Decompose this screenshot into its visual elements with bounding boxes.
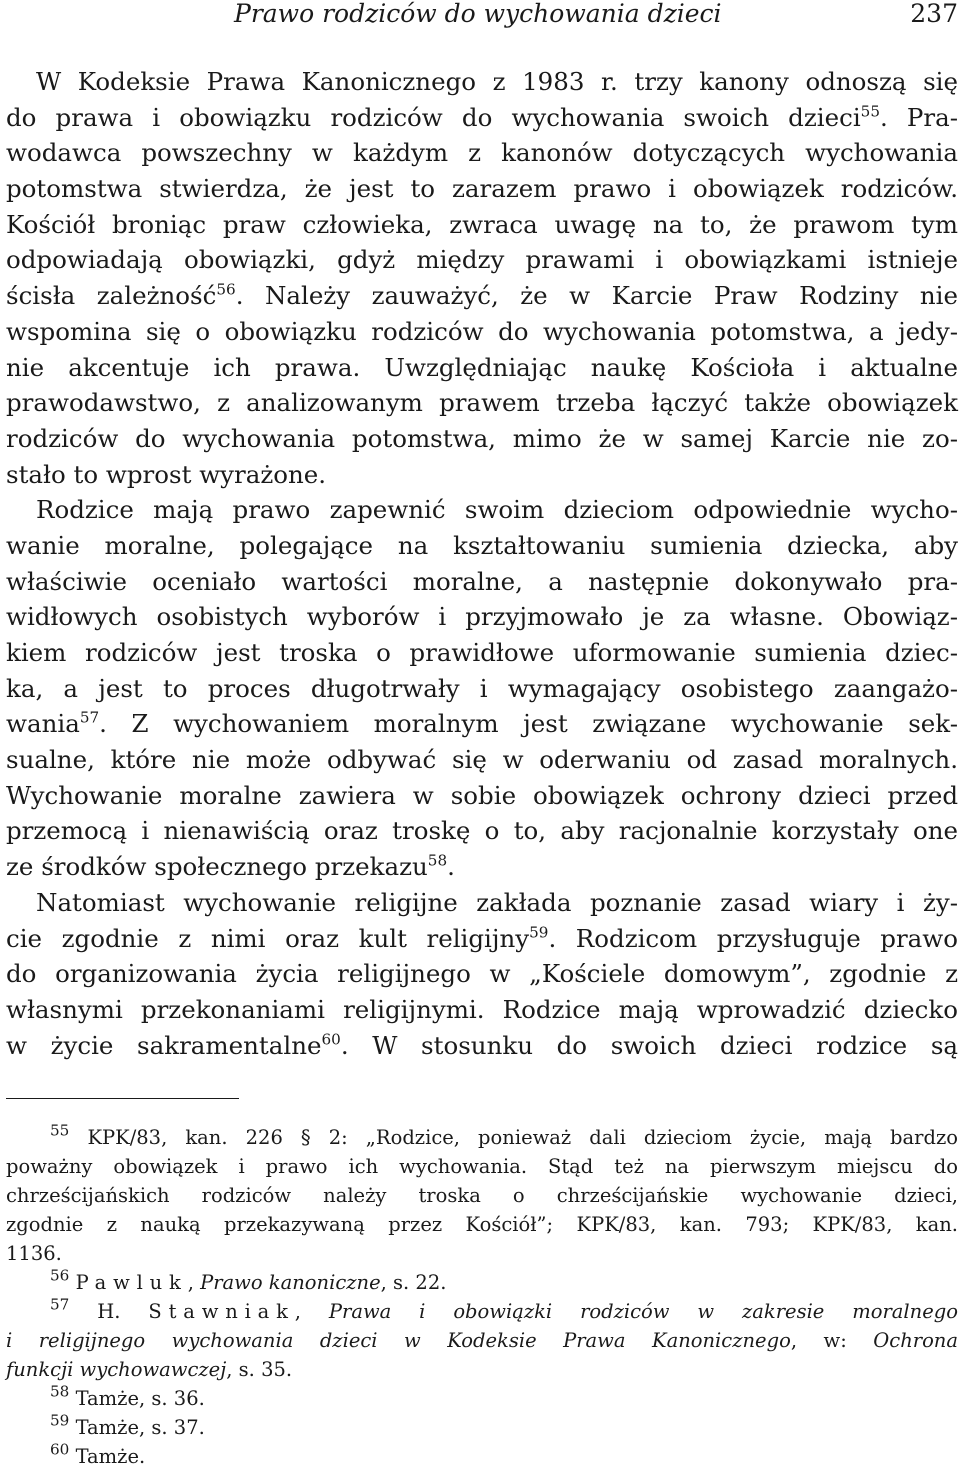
footnote-line [6,1442,958,1471]
text-line: własnymi przekonaniami religijnymi. Rodzice mają wprowadzić dziecko [6,994,958,1024]
author-name: Pawluk [75,1271,188,1294]
source-title: Ochrona [873,1329,958,1352]
footnote-55 [6,1123,958,1268]
text-line: Wychowanie moralne zawiera w sobie obowiązek ochrony dzieci przed [6,780,958,810]
text-run: H. [97,1300,149,1323]
text-line: wspomina się o obowiązku rodziców do wychowania potomstwa, a jedy- [6,316,958,346]
text-run: . Z wychowaniem moralnym jest związane wychowanie sek- [99,709,958,739]
footnote-number: 58 [50,1382,70,1401]
footnotes [6,1123,958,1471]
text-line: Natomiast wychowanie religijne zakłada poznanie zasad wiary i ży- [36,887,958,917]
text-line: Kościół broniąc praw człowieka, zwraca uwagę na to, że prawom tym [6,209,958,239]
work-title: Prawa i obowiązki rodziców w zakresie moralnego [328,1300,958,1323]
text-line: wodawca powszechny w każdym z kanonów dotyczących wychowania [6,138,958,168]
text-run: KPK/83, kan. 226 § 2: „Rodzice, ponieważ dali dzieciom życie, mają bardzo [87,1126,958,1149]
text-line: odpowiadają obowiązki, gdyż między prawami i obowiązkami istnieje [6,245,958,275]
paragraph-3 [6,885,958,1063]
footnote-ref-59: 59 [529,923,549,942]
footnote-line [6,1384,958,1413]
text-line: ka, a jest to proces długotrwały i wymagający osobistego zaangażo- [6,673,958,703]
text-run: . W stosunku do swoich dzieci rodzice są [340,1030,959,1060]
text-run: , s. 35. [226,1358,293,1381]
text-run: . Rodzicom przysługuje prawo [548,923,959,953]
footnote-number: 59 [50,1411,70,1430]
footnote-separator [6,1098,239,1099]
text-line: kiem rodziców jest troska o prawidłowe uformowanie sumienia dziec- [6,638,958,667]
text-run: . Należy zauważyć, że w Karcie Praw Rodziny nie [235,281,959,311]
text-run: . Pra- [880,102,958,132]
text-run: Tamże. [75,1445,146,1468]
text-line [6,921,958,957]
text-line [6,849,958,885]
text-run: Tamże, s. 36. [75,1387,205,1410]
text-run: , w: [790,1329,874,1352]
footnote-59 [6,1413,958,1442]
text-line: przemocą i nienawiścią oraz troskę o to, aby racjonalnie korzystały one [6,816,958,846]
text-run: wania [6,709,80,739]
text-run: do prawa i obowiązku rodziców do wychowania swoich dzieci [6,102,861,132]
running-title: Prawo rodziców do wychowania dzieci [234,0,722,28]
footnote-58 [6,1384,958,1413]
footnote-line [6,1123,958,1152]
work-title: Prawo kanoniczne [200,1271,381,1294]
text-line: stało to wprost wyrażone. [6,459,327,489]
footnote-line [6,1355,958,1384]
text-line: potomstwa stwierdza, że jest to zarazem prawo i obowiązek rodziców. [6,174,958,204]
text-line: do organizowania życia religijnego w „Kościele domowym”, zgodnie z [6,959,958,989]
author-name: Stawniak [148,1300,295,1323]
text-line: W Kodeksie Prawa Kanonicznego z 1983 r. trzy kanony odnoszą się [36,67,958,96]
footnote-number: 57 [50,1295,70,1314]
text-run: ze środków społecznego przekazu [6,852,428,882]
text-run: Tamże, s. 37. [75,1416,205,1439]
source-title: funkcji wychowawczej [6,1358,227,1381]
text-line: właściwie oceniało wartości moralne, a następnie dokonywało pra- [6,566,958,596]
footnote-56 [6,1268,958,1297]
footnote-60 [6,1442,958,1471]
text-run: , [294,1300,329,1323]
footnote-ref-55: 55 [860,102,880,121]
text-run: w życie sakramentalne [6,1030,322,1060]
text-line [6,1028,958,1064]
main-text [6,64,958,1063]
text-line: rodziców do wychowania potomstwa, mimo że w samej Karcie nie zo- [6,423,958,453]
footnote-line: zgodnie z nauką przekazywaną przez Kościół”; KPK/83, kan. 793; KPK/83, kan. [6,1213,958,1236]
text-line: prawodawstwo, z analizowanym prawem trzeba łączyć także obowiązek [6,388,958,418]
footnote-number: 60 [50,1440,70,1459]
text-line: wanie moralne, polegające na kształtowaniu sumienia dziecka, aby [6,530,958,560]
text-line [6,278,958,314]
text-run: , s. 22. [380,1271,447,1294]
text-line: sualne, które nie może odbywać się w oderwaniu od zasad moralnych. [6,745,958,775]
text-run: . [447,852,455,882]
page-header [0,0,960,34]
footnote-ref-58: 58 [427,851,448,870]
footnote-number: 55 [50,1121,70,1140]
footnote-ref-56: 56 [216,280,236,299]
footnote-line [6,1297,958,1326]
text-line: widłowych osobistych wyborów i przyjmowało je za własne. Obowiąz- [6,602,958,632]
text-line: Rodzice mają prawo zapewnić swoim dzieciom odpowiednie wycho- [36,495,958,525]
paragraph-1 [6,64,958,492]
footnote-line: 1136. [6,1242,62,1265]
footnote-line [6,1326,958,1355]
text-run: ścisła zależność [6,281,217,311]
footnote-line [6,1268,958,1297]
text-run: cie zgodnie z nimi oraz kult religijny [6,923,530,953]
footnote-line: chrześcijańskich rodziców należy troska o chrześcijańskie wychowanie dzieci, [6,1184,958,1207]
paragraph-2 [6,492,958,885]
text-line [6,100,958,136]
footnote-number: 56 [50,1266,70,1285]
page-number: 237 [910,0,958,28]
work-title: i religijnego wychowania dzieci w Kodeksie Prawa Kanonicznego [6,1329,791,1352]
text-line: nie akcentuje ich prawa. Uwzględniając naukę Kościoła i aktualne [6,352,958,382]
text-run: , [187,1271,201,1294]
footnote-ref-57: 57 [79,708,100,727]
footnote-57 [6,1297,958,1384]
footnote-line [6,1413,958,1442]
text-line [6,706,958,742]
footnote-line: poważny obowiązek i prawo ich wychowania. Stąd też na pierwszym miejscu do [6,1155,958,1178]
footnote-ref-60: 60 [321,1030,341,1049]
